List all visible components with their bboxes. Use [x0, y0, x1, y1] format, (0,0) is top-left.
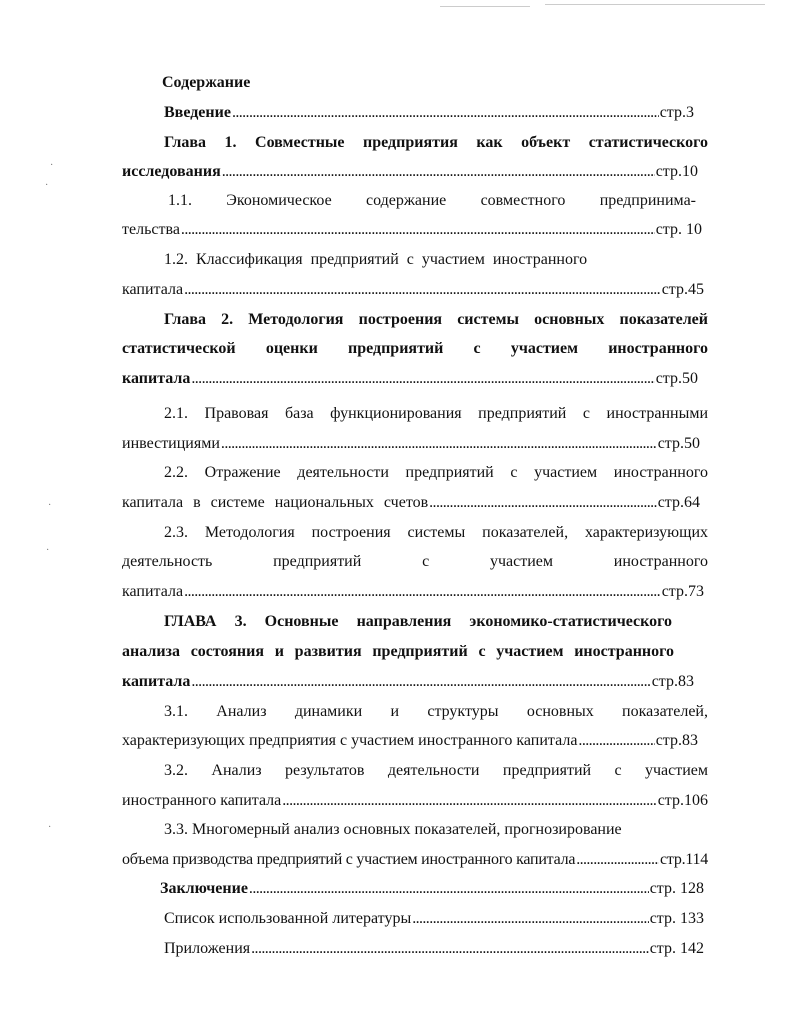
toc-label: инвестициями [122, 435, 220, 452]
toc-page-number: стр. 10 [655, 221, 702, 238]
toc-leader-dots [578, 731, 654, 751]
toc-entry-ch2-line3[interactable] [122, 369, 698, 389]
toc-leader-dots [221, 434, 657, 454]
toc-page-number: стр.3 [659, 104, 694, 121]
toc-leader-dots [184, 280, 661, 300]
toc-leader-dots [191, 369, 654, 389]
toc-entry-3-1-line1[interactable]: 3.1. Анализ динамики и структуры основных показателей, [164, 703, 708, 720]
toc-label: Список использованной литературы [164, 910, 412, 927]
toc-label: капитала [122, 673, 191, 690]
toc-leader-dots [181, 220, 655, 240]
toc-entry-3-2-line1[interactable]: 3.2. Анализ результатов деятельности предприятий с участием [164, 762, 708, 779]
toc-label: Введение [164, 104, 231, 121]
toc-entry-3-3-line2[interactable] [122, 850, 708, 870]
toc-entry-ch2-line1[interactable]: Глава 2. Методология построения системы основных показателей [164, 311, 708, 328]
toc-entry-2-3-line1[interactable]: 2.3. Методология построения системы показателей, характеризующих [164, 524, 708, 541]
toc-label: характеризующих предприятия с участием иностранного капитала [122, 732, 578, 749]
toc-label: тельства [122, 221, 180, 238]
toc-entry-2-3-line2[interactable]: деятельность предприятий с участием иностранного [122, 553, 708, 570]
toc-entry-1-2-line2[interactable] [122, 280, 704, 300]
toc-page-number: стр.50 [655, 370, 698, 387]
toc-leader-dots [232, 103, 659, 123]
toc-page-number: стр. 133 [649, 910, 704, 927]
toc-entry-intro[interactable] [164, 103, 694, 123]
margin-mark: · [48, 500, 52, 511]
toc-leader-dots [222, 162, 655, 182]
scan-artifact-line [545, 4, 765, 5]
toc-page-number: стр.83 [651, 673, 694, 690]
toc-page-number: стр.114 [660, 851, 708, 868]
toc-entry-1-1-line1[interactable]: 1.1. Экономическое содержание совместного предпринима- [168, 192, 696, 209]
toc-label: капитала в системе национальных счетов [122, 494, 429, 511]
margin-mark: · [50, 160, 54, 171]
toc-leader-dots [576, 850, 659, 870]
toc-label: объема призводства предприятий с участием иностранного капитала [122, 851, 576, 868]
toc-page-number: стр.50 [657, 435, 700, 452]
toc-leader-dots [249, 879, 649, 899]
toc-label: иностранного капитала [122, 792, 282, 809]
toc-label: капитала [122, 281, 184, 298]
toc-page-number: стр.73 [661, 583, 704, 600]
toc-label: капитала [122, 370, 191, 387]
toc-entry-ch3-line2[interactable]: анализа состояния и развития предприятий с участием иностранного [122, 643, 674, 660]
toc-page-number: стр. 142 [649, 940, 704, 957]
toc-entry-ch3-line1[interactable]: ГЛАВА 3. Основные направления экономико-статистического [164, 613, 672, 630]
toc-leader-dots [282, 791, 656, 811]
toc-page-number: стр.64 [657, 494, 700, 511]
toc-entry-ch1-line1[interactable]: Глава 1. Совместные предприятия как объект статистического [164, 134, 708, 151]
toc-entry-2-1-line2[interactable] [122, 434, 700, 454]
toc-page-number: стр.83 [655, 732, 698, 749]
toc-entry-2-2-line2[interactable] [122, 493, 700, 513]
toc-label: капитала [122, 583, 184, 600]
toc-entry-ch2-line2[interactable]: статистической оценки предприятий с участием иностранного [122, 340, 708, 357]
toc-leader-dots [429, 493, 657, 513]
toc-entry-2-3-line3[interactable] [122, 582, 704, 602]
toc-entry-2-2-line1[interactable]: 2.2. Отражение деятельности предприятий с участием иностранного [164, 464, 708, 481]
toc-title: Содержание [162, 74, 251, 91]
toc-entry-3-1-line2[interactable] [122, 731, 698, 751]
toc-entry-2-1-line1[interactable]: 2.1. Правовая база функционирования предприятий с иностранными [164, 405, 708, 422]
toc-entry-literature[interactable] [164, 909, 704, 929]
margin-mark: · [45, 180, 49, 191]
toc-entry-3-3-line1[interactable]: 3.3. Многомерный анализ основных показателей, прогнозирование [164, 821, 622, 838]
toc-label: исследования [122, 163, 221, 180]
toc-entry-3-2-line2[interactable] [122, 791, 708, 811]
margin-mark: · [46, 545, 50, 556]
toc-page-number: стр.45 [661, 281, 704, 298]
toc-label: Заключение [160, 880, 248, 897]
toc-leader-dots [191, 672, 650, 692]
toc-entry-ch3-line3[interactable] [122, 672, 694, 692]
toc-leader-dots [412, 909, 649, 929]
toc-entry-1-2-line1[interactable]: 1.2. Классификация предприятий с участием иностранного [164, 251, 588, 268]
toc-label: Приложения [164, 940, 251, 957]
toc-page-number: стр.10 [655, 163, 698, 180]
scan-artifact-line [440, 6, 530, 7]
toc-entry-ch1-line2[interactable] [122, 162, 698, 182]
toc-entry-appendix[interactable] [164, 939, 704, 959]
toc-entry-conclusion[interactable] [160, 879, 704, 899]
margin-mark: · [48, 822, 52, 833]
toc-page-number: стр. 128 [649, 880, 704, 897]
toc-leader-dots [184, 582, 661, 602]
toc-entry-1-1-line2[interactable] [122, 220, 702, 240]
toc-leader-dots [251, 939, 649, 959]
toc-page-number: стр.106 [657, 792, 708, 809]
